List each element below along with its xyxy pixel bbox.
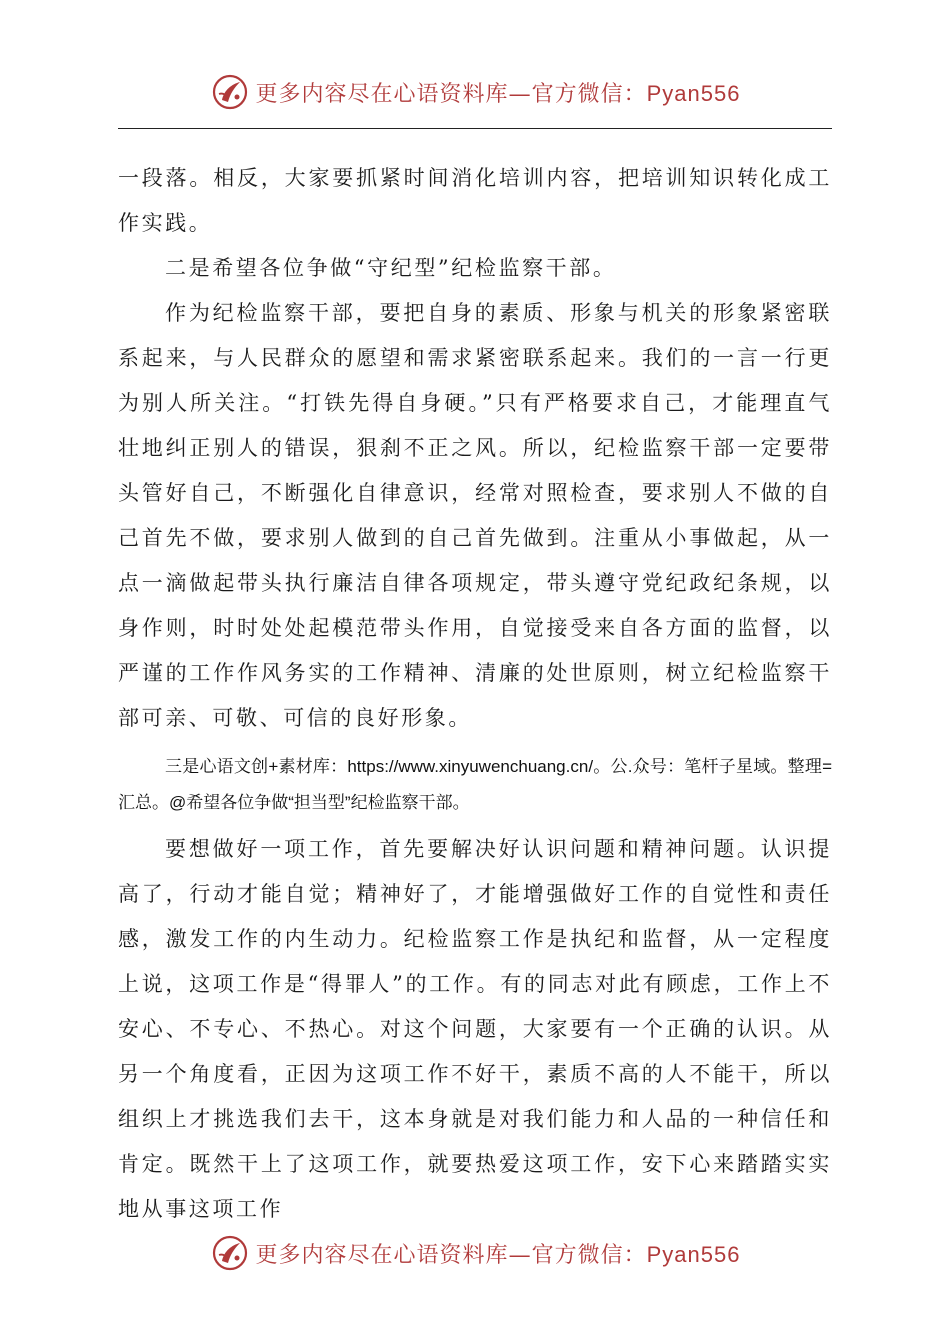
footer-banner-cn: 更多内容尽在心语资料库 (255, 1242, 509, 1268)
document-body (118, 156, 832, 1232)
header-banner-id: Pyan556 (646, 80, 741, 106)
footer-banner-wechat: 官方微信： (531, 1242, 647, 1268)
header-banner-text (256, 77, 741, 108)
footer-banner-id: Pyan556 (646, 1241, 741, 1267)
paragraph-point-three-ad: 三是心语文创+素材库：https://www.xinyuwenchuang.cn/。公.众号：笔杆子星域。整理=汇总。@希望各位争做“担当型”纪检监察干部。 (118, 757, 832, 812)
footer-banner-text (256, 1238, 741, 1269)
footer-banner (0, 1231, 950, 1275)
header-divider (118, 128, 832, 129)
xinyu-logo-icon (210, 1233, 250, 1273)
xinyu-logo-icon (210, 72, 250, 112)
paragraph-discipline: 作为纪检监察干部，要把自身的素质、形象与机关的形象紧密联系起来，与人民群众的愿望和需求紧密联系起来。我们的一言一行更为别人所关注。“打铁先得自身硬。”只有严格要求自己，才能理直气壮地纠正别人的错误，狠刹不正之风。所以，纪检监察干部一定要带头管好自己，不断强化自律意识，经常对照检查，要求别人不做的自己首先不做，要求别人做到的自己首先做到。注重从小事做起，从一点一滴做起带头执行廉洁自律各项规定，带头遵守党纪政纪条规，以身作则，时时处处起模范带头作用，自觉接受来自各方面的监督，以严谨的工作作风务实的工作精神、清廉的处世原则，树立纪检监察干部可亲、可敬、可信的良好形象。 (118, 301, 832, 730)
footer-banner-dash: — (508, 1242, 532, 1268)
header-banner-dash: — (508, 81, 532, 107)
paragraph-responsibility: 要想做好一项工作，首先要解决好认识问题和精神问题。认识提高了，行动才能自觉；精神好了，才能增强做好工作的自觉性和责任感，激发工作的内生动力。纪检监察工作是执纪和监督，从一定程度上说，这项工作是“得罪人”的工作。有的同志对此有顾虑，工作上不安心、不专心、不热心。对这个问题，大家要有一个正确的认识。从另一个角度看，正因为这项工作不好干，素质不高的人不能干，所以组织上才挑选我们去干，这本身就是对我们能力和人品的一种信任和肯定。既然干上了这项工作，就要热爱这项工作，安下心来踏踏实实地从事这项工作 (118, 837, 832, 1221)
header-banner-wechat: 官方微信： (531, 81, 647, 107)
header-banner-cn: 更多内容尽在心语资料库 (255, 81, 509, 107)
header-banner (0, 70, 950, 114)
paragraph-continued: 一段落。相反，大家要抓紧时间消化培训内容，把培训知识转化成工作实践。 (118, 166, 832, 235)
paragraph-point-two: 二是希望各位争做“守纪型”纪检监察干部。 (165, 256, 617, 280)
